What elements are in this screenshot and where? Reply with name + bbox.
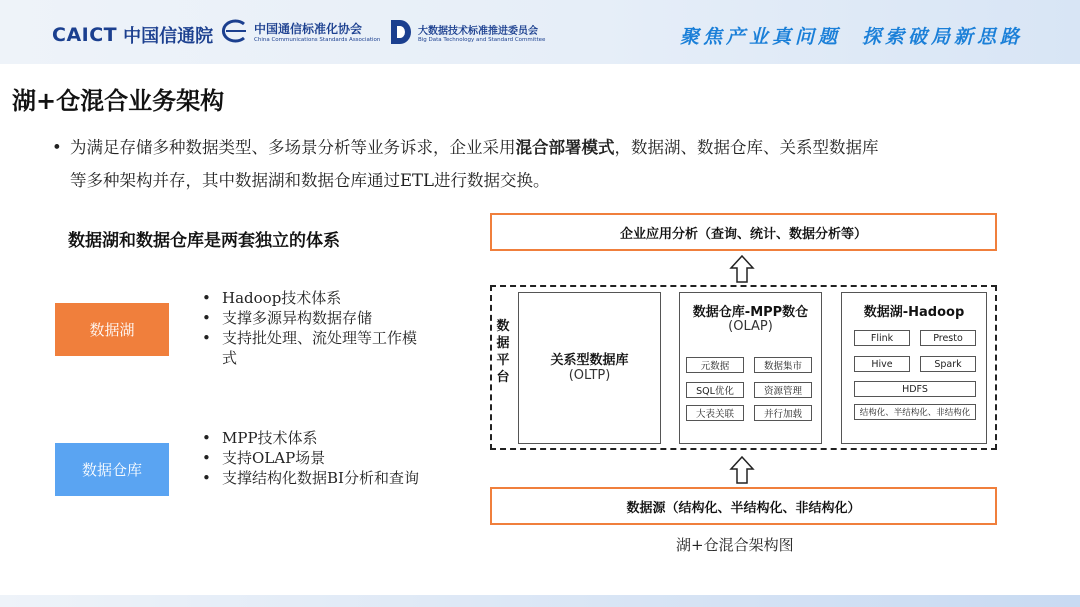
- bigdata-d-icon: [388, 18, 414, 46]
- bigdata-chinese-name: 大数据技术标准推进委员会: [418, 25, 538, 37]
- caict-chinese-name: 中国信通院: [123, 26, 214, 47]
- lake-chip: Spark: [920, 356, 976, 372]
- intro-line-1: [52, 131, 1022, 164]
- data-lake-features: [200, 288, 420, 368]
- lake-chip: Flink: [854, 330, 910, 346]
- dw-chip: 资源管理: [754, 382, 812, 398]
- ccsa-logo: [218, 18, 380, 44]
- caict-wordmark: CAICT: [52, 24, 118, 46]
- ccsa-emblem-icon: [218, 18, 248, 44]
- mpp-warehouse-subtitle: (OLAP): [728, 319, 773, 334]
- dw-chip: SQL优化: [686, 382, 744, 398]
- data-source-box: 数据源（结构化、半结构化、非结构化）: [490, 487, 997, 525]
- footer-bar: [0, 595, 1080, 607]
- intro-bold-term: 混合部署模式: [515, 138, 615, 157]
- data-lake-tag: 数据湖: [55, 303, 169, 356]
- slogan-right: 探索破局新思路: [862, 26, 1024, 48]
- mpp-warehouse-title: 数据仓库-MPP数仓: [692, 305, 809, 320]
- up-arrow-icon: [729, 254, 755, 284]
- lake-chip: HDFS: [854, 381, 976, 397]
- intro-text-b: ，数据湖、数据仓库、关系型数据库: [614, 138, 879, 157]
- slide-title: 湖+仓混合业务架构: [12, 87, 225, 115]
- relational-db-title: 关系型数据库: [550, 353, 629, 368]
- data-warehouse-feature: • 支撑结构化数据BI分析和查询: [200, 468, 420, 488]
- lake-chip: Presto: [920, 330, 976, 346]
- hadoop-lake-panel: [841, 292, 987, 444]
- data-lake-feature: • 支持批处理、流处理等工作模式: [200, 328, 420, 368]
- diagram-caption: 湖+仓混合架构图: [676, 536, 794, 554]
- data-warehouse-features: [200, 428, 420, 488]
- data-warehouse-tag: 数据仓库: [55, 443, 169, 496]
- intro-line-2: 等多种架构并存，其中数据湖和数据仓库通过ETL进行数据交换。: [70, 171, 550, 190]
- slogan-left: 聚焦产业真问题: [680, 26, 842, 48]
- dw-chip: 并行加载: [754, 405, 812, 421]
- data-platform-label: 数据平台: [496, 319, 510, 385]
- bullet-dot: •: [52, 138, 62, 157]
- intro-text-a: 为满足存储多种数据类型、多场景分析等业务诉求，企业采用: [70, 138, 516, 157]
- relational-db-panel: [518, 292, 661, 444]
- header-banner: [0, 0, 1080, 64]
- lake-chip: Hive: [854, 356, 910, 372]
- mpp-warehouse-panel: [679, 292, 822, 444]
- ccsa-english-name: China Communications Standards Association: [254, 36, 381, 43]
- dw-chip: 数据集市: [754, 357, 812, 373]
- intro-paragraph: [52, 131, 1022, 197]
- data-lake-feature: • 支撑多源异构数据存储: [200, 308, 420, 328]
- data-warehouse-feature: • MPP技术体系: [200, 428, 420, 448]
- comparison-subheading: 数据湖和数据仓库是两套独立的体系: [68, 231, 340, 251]
- up-arrow-icon: [729, 455, 755, 485]
- lake-chip: 结构化、半结构化、非结构化: [854, 404, 976, 420]
- relational-db-subtitle: (OLTP): [568, 368, 611, 383]
- caict-logo: [52, 22, 213, 48]
- ccsa-chinese-name: 中国通信标准化协会: [254, 21, 363, 36]
- data-lake-feature: • Hadoop技术体系: [200, 288, 420, 308]
- enterprise-analytics-box: 企业应用分析（查询、统计、数据分析等）: [490, 213, 997, 251]
- bigdata-committee-logo: [388, 18, 545, 46]
- dw-chip: 元数据: [686, 357, 744, 373]
- hadoop-lake-title: 数据湖-Hadoop: [863, 305, 965, 320]
- dw-chip: 大表关联: [686, 405, 744, 421]
- bigdata-english-name: Big Data Technology and Standard Committee: [418, 36, 546, 43]
- data-warehouse-feature: • 支持OLAP场景: [200, 448, 420, 468]
